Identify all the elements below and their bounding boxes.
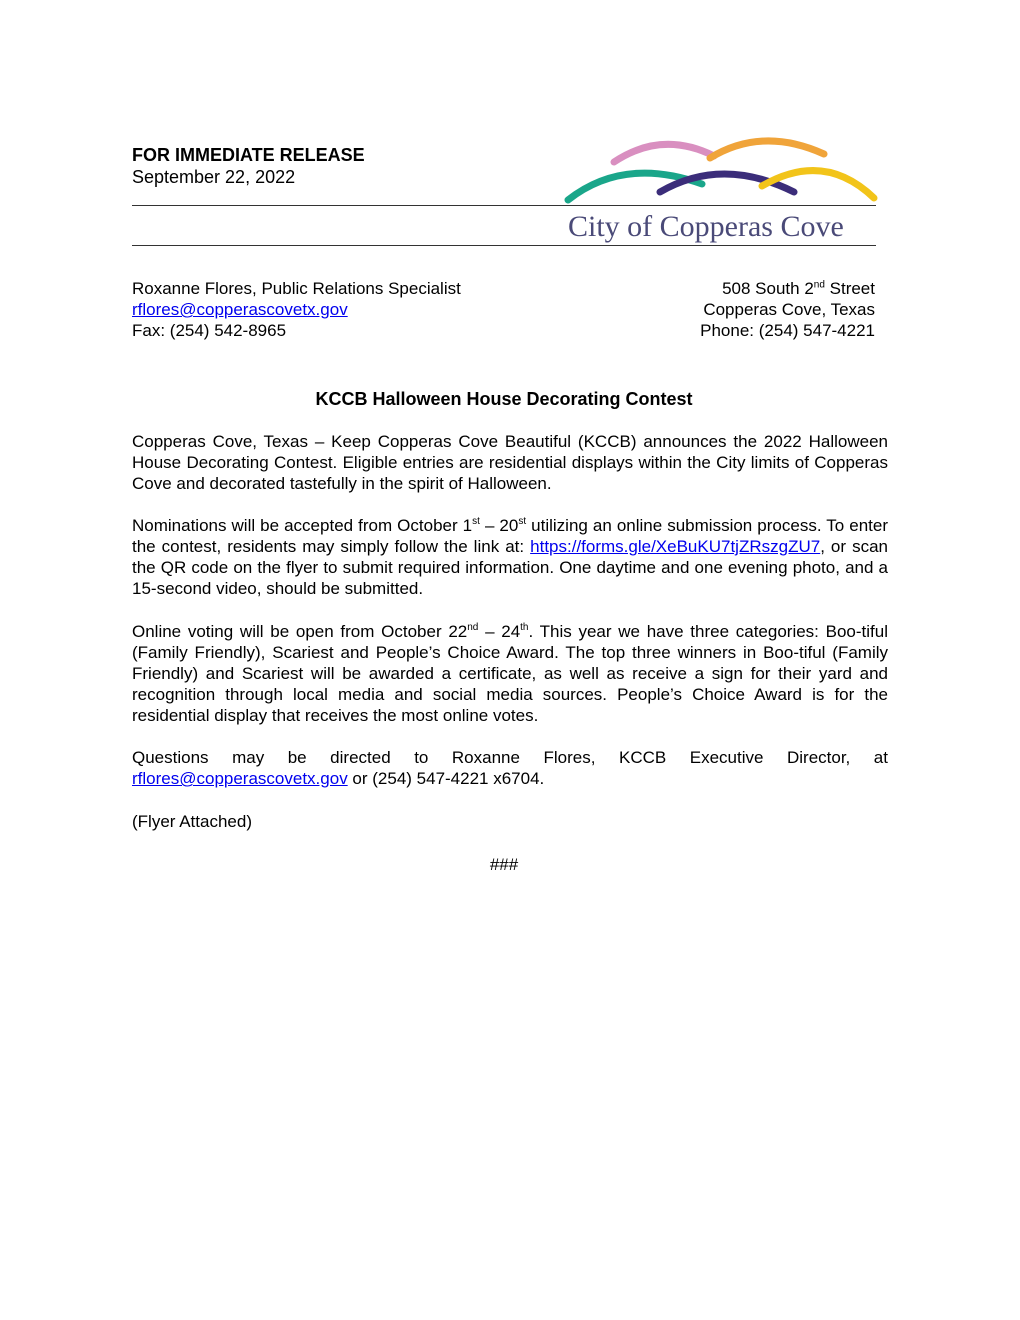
release-header <box>132 144 365 188</box>
form-link[interactable]: https://forms.gle/XeBuKU7tjZRszgZU7 <box>530 537 821 556</box>
release-date: September 22, 2022 <box>132 167 296 187</box>
city-logo <box>562 132 882 250</box>
questions-email-link[interactable]: rflores@copperascovetx.gov <box>132 769 348 788</box>
contact-email-link[interactable]: rflores@copperascovetx.gov <box>132 300 348 319</box>
logo-text: City of Copperas Cove <box>568 210 844 243</box>
document-title: KCCB Halloween House Decorating Contest <box>315 389 693 409</box>
arcs-icon <box>562 132 882 212</box>
paragraph-intro: Copperas Cove, Texas – Keep Copperas Cove Beautiful (KCCB) announces the 2022 Halloween House Decorating Contest. Eligible entries are residential displays within the City limits of Copperas Cove and decorated tastefully in the spirit of Halloween. <box>132 432 888 493</box>
end-marks: ### <box>489 855 519 874</box>
address-block <box>700 278 875 341</box>
release-label: FOR IMMEDIATE RELEASE <box>132 145 365 165</box>
flyer-note: (Flyer Attached) <box>132 812 252 831</box>
contact-info <box>132 278 461 341</box>
contact-fax: Fax: (254) 542-8965 <box>132 321 287 340</box>
street-address: 508 South 2nd Street <box>722 279 875 298</box>
contact-name: Roxanne Flores, Public Relations Specialist <box>132 279 461 298</box>
paragraph-nominations: Nominations will be accepted from October 1st – 20st utilizing an online submission process. To enter the contest, residents may simply follow the link at: https://forms.gle/XeBuKU7tjZRszgZU7, or scan the QR code on the flyer to submit required information. One daytime and one evening photo, and a 15-second video, should be submitted. <box>132 516 889 598</box>
top-divider <box>132 205 876 206</box>
paragraph-questions: Questions may be directed to Roxanne Flores, KCCB Executive Director, at rflores@copperascovetx.gov or (254) 547-4221 x6704. <box>132 748 888 788</box>
paragraph-voting: Online voting will be open from October 22nd – 24th. This year we have three categories: Boo-tiful (Family Friendly), Scariest and People’s Choice Award. The top three winners in Boo-tiful (Family Friendly) and Scariest will be awarded a certificate, as well as receive a sign for their yard and recognition through local media and social media sources. People’s Choice Award is for the residential display that receives the most online votes. <box>132 622 888 725</box>
phone: Phone: (254) 547-4221 <box>700 321 875 340</box>
city-state: Copperas Cove, Texas <box>703 300 875 319</box>
bottom-divider <box>132 245 876 246</box>
